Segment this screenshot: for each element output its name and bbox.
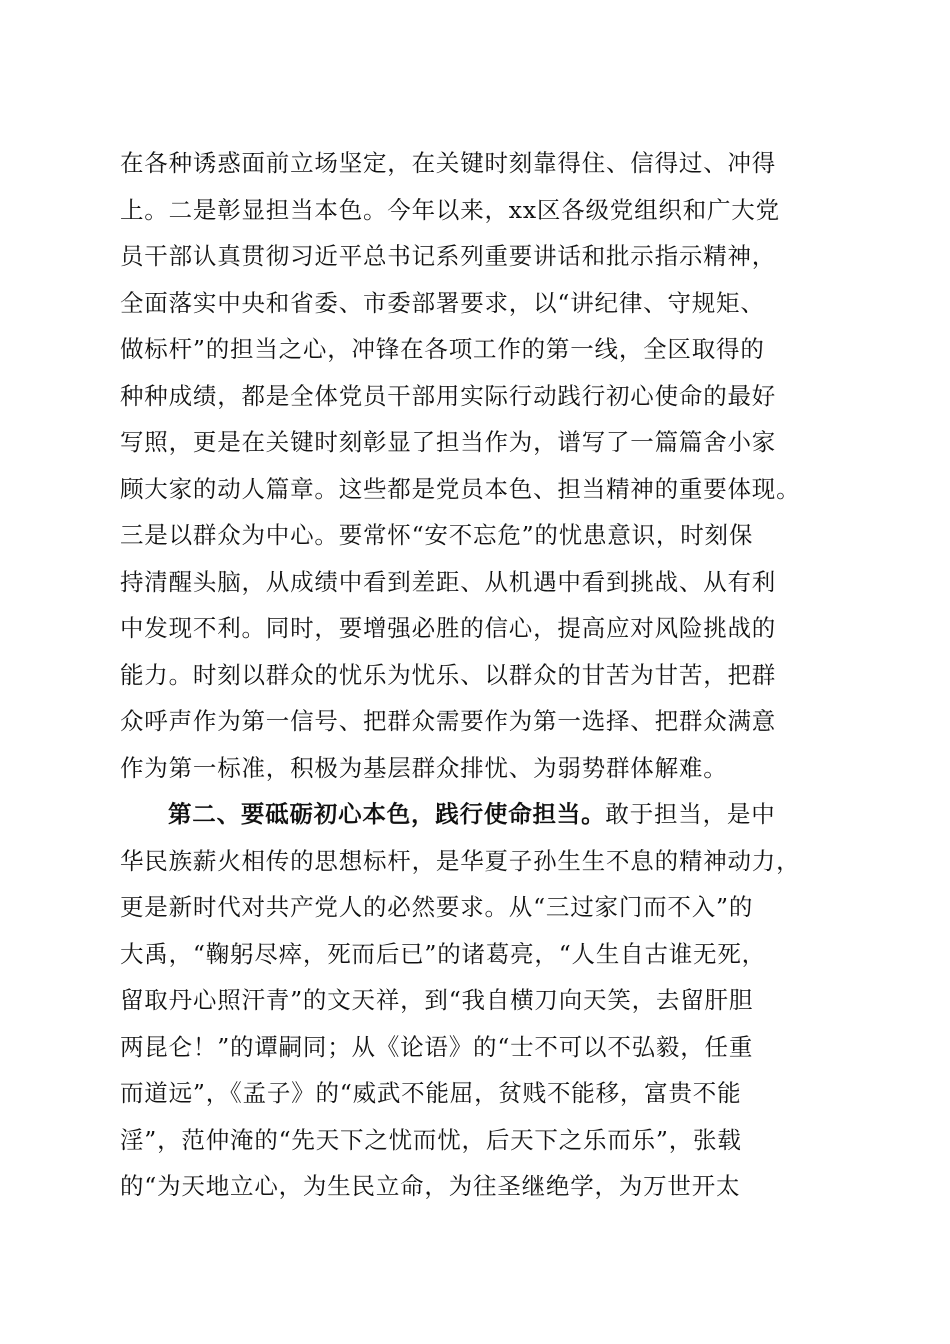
text-line: 持清醒头脑，从成绩中看到差距、从机遇中看到挑战、从有利	[120, 567, 777, 596]
text-line: 而道远”，《孟子》的“威武不能屈，贫贱不能移，富贵不能	[120, 1079, 742, 1107]
paragraph-two-first-line	[120, 791, 832, 838]
text-line: 上。二是彰显担当本色。今年以来，xx区各级党组织和广大党	[120, 195, 780, 224]
text-line: 更是新时代对共产党人的必然要求。从“三过家门而不入”的	[120, 893, 754, 921]
text-line: 种种成绩，都是全体党员干部用实际行动践行初心使命的最好	[120, 381, 777, 410]
text-line: 做标杆”的担当之心，冲锋在各项工作的第一线，全区取得的	[120, 335, 765, 363]
text-line: 中发现不利。同时，要增强必胜的信心，提高应对风险挑战的	[120, 614, 777, 642]
text-line: 写照，更是在关键时刻彰显了担当作为，谱写了一篇篇舍小家	[120, 428, 777, 456]
text-line: 员干部认真贯彻习近平总书记系列重要讲话和批示指示精神，	[120, 242, 777, 270]
paragraph-text: 敢于担当，是中	[605, 800, 776, 828]
text-line: 三是以群众为中心。要常怀“安不忘危”的忧患意识，时刻保	[120, 521, 754, 549]
text-line: 淫”，范仲淹的“先天下之忧而忧，后天下之乐而乐”，张载	[120, 1125, 742, 1154]
body-text	[120, 140, 832, 1210]
text-line: 能力。时刻以群众的忧乐为忧乐、以群众的甘苦为甘苦，把群	[120, 660, 777, 689]
text-line: 两昆仑！”的谭嗣同；从《论语》的“士不可以不弘毅，任重	[120, 1032, 754, 1061]
text-line: 的“为天地立心，为生民立命，为往圣继绝学，为万世开太	[120, 1172, 741, 1200]
text-line: 大禹，“鞠躬尽瘁，死而后已”的诸葛亮，“人生自古谁无死，	[120, 939, 766, 968]
paragraph-heading: 第二、要砥砺初心本色，践行使命担当。	[168, 800, 606, 828]
text-line: 华民族薪火相传的思想标杆，是华夏子孙生生不息的精神动力，	[120, 846, 801, 875]
text-line: 顾大家的动人篇章。这些都是党员本色、担当精神的重要体现。	[120, 474, 801, 503]
text-line: 留取丹心照汗青”的文天祥，到“我自横刀向天笑，去留肝胆	[120, 986, 754, 1014]
text-line: 在各种诱惑面前立场坚定，在关键时刻靠得住、信得过、冲得	[120, 149, 777, 177]
text-line: 全面落实中央和省委、市委部署要求，以“讲纪律、守规矩、	[120, 288, 765, 317]
text-line: 众呼声作为第一信号、把群众需要作为第一选择、把群众满意	[120, 707, 777, 735]
text-line: 作为第一标准，积极为基层群众排忧、为弱势群体解难。	[120, 753, 728, 782]
